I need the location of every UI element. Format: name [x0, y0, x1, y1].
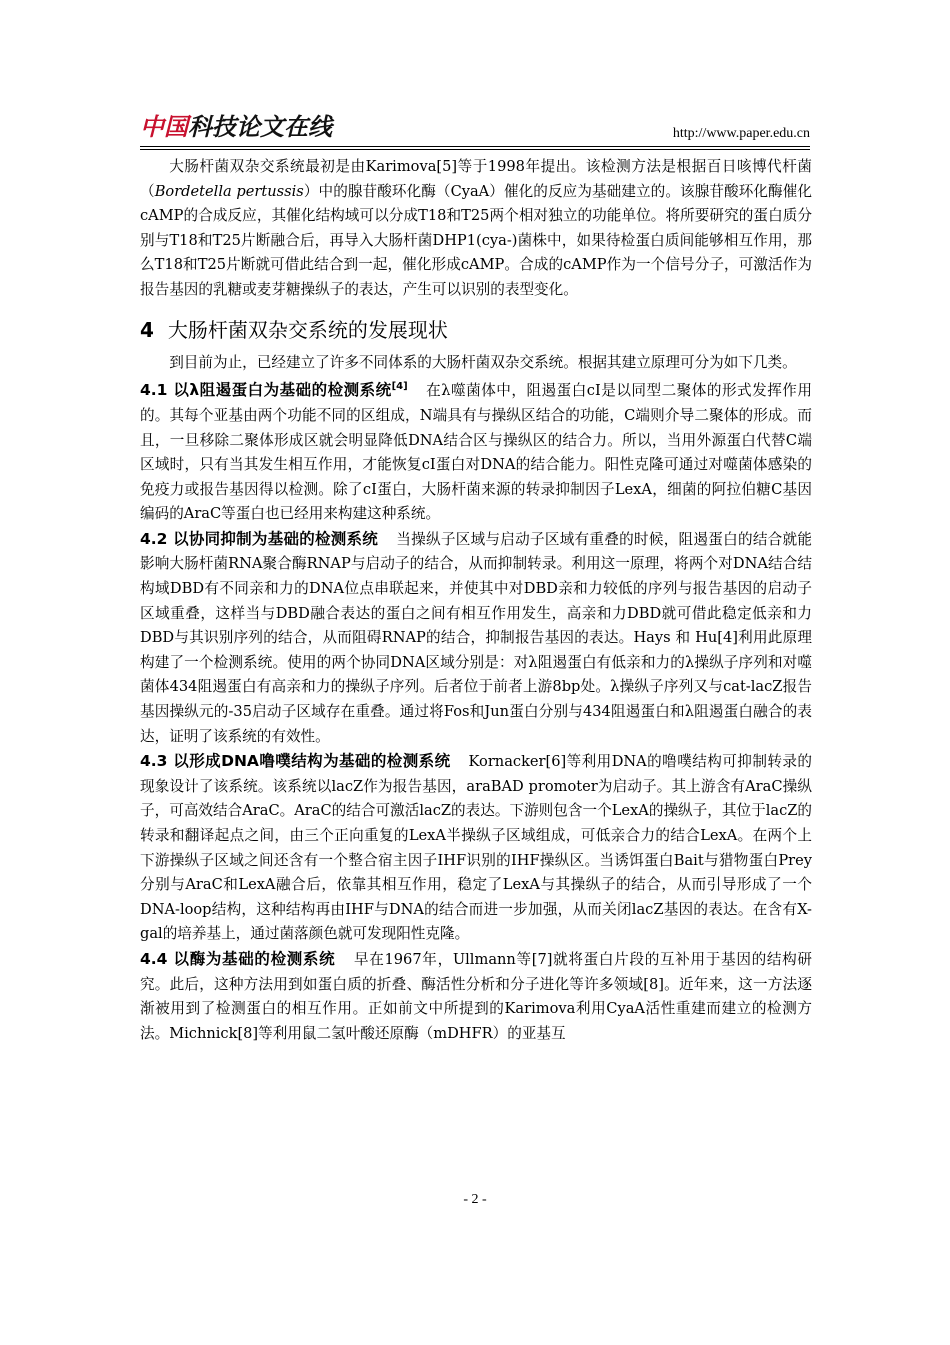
subsection-4-4-heading: 4.4 以酶为基础的检测系统 — [140, 949, 336, 968]
intro-text-a: 大肠杆菌双杂交系统最初是由Karimova[5]等于1998年提出。该检测方法是根据百日咳博代杆菌（ — [140, 158, 812, 200]
body-content — [140, 155, 812, 1046]
logo-red-text: 中国 — [140, 113, 188, 141]
header-rule — [140, 146, 810, 147]
subsection-4-1 — [140, 375, 812, 527]
header-rule-thin — [140, 149, 810, 150]
journal-logo — [140, 112, 332, 142]
intro-text-b: ）中的腺苷酸环化酶（CyaA）催化的反应为基础建立的。该腺苷酸环化酶催化cAMP的合成反应，其催化结构域可以分成T18和T25两个相对独立的功能单位。将所要研究的蛋白质分别与T18和T25片断融合后，再导入大肠杆菌DHP1(cya-)菌株中，如果待检蛋白质间能够相互作用，那么T18和T25片断就可借此结合到一起，催化形成cAMP。合成的cAMP作为一个信号分子，可激活作为报告基因的乳糖或麦芽糖操纵子的表达，产生可以识别的表型变化。 — [140, 182, 812, 298]
section-4-heading — [140, 315, 812, 345]
page-number: - 2 - — [463, 1192, 487, 1207]
citation-ref: [4] — [391, 381, 408, 393]
subsection-4-1-heading — [140, 381, 408, 399]
subsection-4-1-title: 4.1 以λ阻遏蛋白为基础的检测系统 — [140, 381, 392, 400]
header-url[interactable]: http://www.paper.edu.cn — [672, 126, 810, 141]
section-title: 大肠杆菌双杂交系统的发展现状 — [167, 317, 448, 342]
subsection-4-2 — [140, 527, 812, 749]
subsection-4-3-heading: 4.3 以形成DNA噜噗结构为基础的检测系统 — [140, 752, 451, 771]
intro-paragraph — [140, 155, 812, 303]
intro-text-italic: Bordetella pertussis — [154, 182, 304, 200]
subsection-4-1-text: 在λ噬菌体中，阻遏蛋白cI是以同型二聚体的形式发挥作用的。其每个亚基由两个功能不同的区组成，N端具有与操纵区结合的功能，C端则介导二聚体的形成。而且，一旦移除二聚体形成区就会明显降低DNA结合区与操纵区的结合力。所以，当用外源蛋白代替C端区域时，只有当其发生相互作用，才能恢复cI蛋白对DNA的结合能力。阳性克隆可通过对噬菌体感染的免疫力或报告基因得以检测。除了cI蛋白，大肠杆菌来源的转录抑制因子LexA，细菌的阿拉伯糖C基因编码的AraC等蛋白也已经用来构建这种系统。 — [140, 382, 812, 523]
subsection-4-3-text: Kornacker[6]等利用DNA的噜噗结构可抑制转录的现象设计了该系统。该系统以lacZ作为报告基因，araBAD promoter为启动子。其上游含有AraC操纵子，可高效结合AraC。AraC的结合可激活lacZ的表达。下游则包含一个LexA的操纵子，其位于lacZ的转录和翻译起点之间，由三个正向重复的LexA半操纵子区域组成，可低亲合力的结合LexA。在两个上下游操纵子区域之间还含有一个整合宿主因子IHF识别的IHF操纵区。当诱饵蛋白Bait与猎物蛋白Prey分别与AraC和LexA融合后，依靠其相互作用，稳定了LexA与其操纵子的结合，从而引导形成了一个DNA-loop结构，这种结构再由IHF与DNA的结合而进一步加强，从而关闭lacZ基因的表达。在含有X-gal的培养基上，通过菌落颜色就可发现阳性克隆。 — [140, 753, 812, 943]
subsection-4-2-heading: 4.2 以协同抑制为基础的检测系统 — [140, 529, 379, 548]
section-number: 4 — [140, 317, 154, 342]
logo-black-text: 科技论文在线 — [188, 113, 332, 141]
subsection-4-2-text: 当操纵子区域与启动子区域有重叠的时候，阻遏蛋白的结合就能影响大肠杆菌RNA聚合酶RNAP与启动子的结合，从而抑制转录。利用这一原理，将两个对DNA结合结构域DBD有不同亲和力的DNA位点串联起来，并使其中对DBD亲和力较低的序列与报告基因的启动子区域重叠，这样当与DBD融合表达的蛋白之间有相互作用发生，高亲和力DBD就可借此稳定低亲和力DBD与其识别序列的结合，从而阻碍RNAP的结合，抑制报告基因的表达。Hays 和 Hu[4]利用此原理构建了一个检测系统。使用的两个协同DNA区域分别是：对λ阻遏蛋白有低亲和力的λ操纵子序列和对噬菌体434阻遏蛋白有高亲和力的操纵子序列。后者位于前者上游8bp处。λ操纵子序列又与cat-lacZ报告基因操纵元的-35启动子区域存在重叠。通过将Fos和Jun蛋白分别与434阻遏蛋白和λ阻遏蛋白融合的表达，证明了该系统的有效性。 — [140, 530, 812, 745]
subsection-4-4-text: 早在1967年，Ullmann等[7]就将蛋白片段的互补用于基因的结构研究。此后，这种方法用到如蛋白质的折叠、酶活性分析和分子进化等许多领域[8]。近年来，这一方法逐渐被用到了检测蛋白的相互作用。正如前文中所提到的Karimova利用CyaA活性重建而建立的检测方法。Michnick[8]等利用鼠二氢叶酸还原酶（mDHFR）的亚基互 — [140, 950, 812, 1042]
subsection-4-4 — [140, 947, 812, 1046]
section-4-intro: 到目前为止，已经建立了许多不同体系的大肠杆菌双杂交系统。根据其建立原理可分为如下几类。 — [169, 353, 797, 371]
subsection-4-3 — [140, 749, 812, 947]
page-header — [140, 112, 810, 146]
